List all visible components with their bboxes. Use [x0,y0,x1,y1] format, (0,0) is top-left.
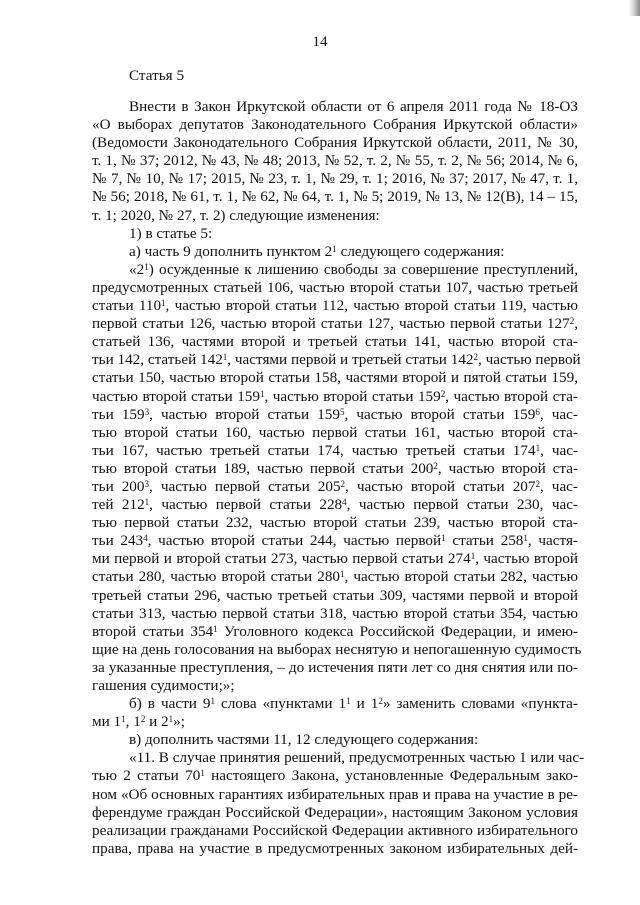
body-line: права, права на участие в предусмотренных законом избирательных дей- [92,839,578,857]
body-line: ми $1^1$, $1^2$ и $2^1$»; [92,713,185,731]
body-line: ми первой и второй статьи 273, частью первой статьи $274^1$, частью второй [92,550,578,568]
body-line: а) часть 9 дополнить пунктом $2^1$ следующего содержания: [129,242,505,260]
body-line: 1) в статье 5: [129,224,213,242]
body-line: предусмотренных статьей 106, частью второй статьи 107, частью третьей [92,278,578,296]
body-line: ферендуме граждан Российской Федерации», настоящим Законом условия [92,803,578,821]
document-body [92,98,585,858]
body-line: Внести в Закон Иркутской области от 6 апреля 2011 года № 18-ОЗ [129,98,578,115]
body-line: гашения судимости;»; [92,677,235,694]
body-line: в) дополнить частями 11, 12 следующего содержания: [129,731,479,749]
body-line: б) в части $9^1$ слова «пунктами $1^1$ и $1^2$» заменить словами «пункта- [129,695,578,713]
body-line: статьи 313, частью первой статьи 318, частью второй статьи 354, частью [92,604,578,622]
body-line: «О выборах депутатов Законодательного Собрания Иркутской области» [92,116,578,134]
body-line: тьи 167, частью третьей статьи 174, частью третьей статьи $174^1$, час- [92,441,578,459]
body-line: тью 2 статьи $70^1$ настоящего Закона, установленные Федеральным зако- [92,767,579,785]
body-line: третьей статьи 296, частью третьей статьи 309, частями первой и второй [92,586,578,604]
body-line: № 56; 2018, № 61, т. 1, № 62, № 64, т. 1, № 5; 2019, № 13, № 12(В), 14 – 15, [92,188,578,206]
body-line: т. 1, № 37; 2012, № 43, № 48; 2013, № 52, т. 2, № 55, т. 2, № 56; 2014, № 6, [92,152,578,170]
body-line: (Ведомости Законодательного Собрания Иркутской области, 2011, № 30, [92,134,578,152]
body-line: статьи 150, частью второй статьи 158, частями второй и пятой статьи 159, [92,369,578,387]
page-corner-mark [629,0,640,16]
body-line: статьей 136, частями второй и третьей статьи 141, частью второй ста- [92,333,578,351]
body-line: первой статьи 126, частью второй статьи 127, частью первой статьи $127^2$, [92,315,578,333]
body-line: тьи 142, статьей $142^1$, частями первой и третьей статьи $142^2$, частью первой [92,351,581,369]
body-line: частью второй статьи $159^1$, частью второй статьи $159^2$, частью второй ста- [92,387,578,405]
body-line: «$2^1$) осужденные к лишению свободы за совершение преступлений, [129,260,578,278]
body-line: тьи $200^3$, частью первой статьи $205^2$, частью второй статьи $207^2$, час- [92,477,578,495]
body-line: реализации гражданами Российской Федерации активного избирательного [92,821,578,839]
body-line: тью второй статьи 189, частью первой статьи $200^2$, частью второй ста- [92,459,578,477]
body-line: тей $212^1$, частью первой статьи $228^4$, частью первой статьи 230, час- [92,496,578,514]
body-line: «11. В случае принятия решений, предусмотренных частью 1 или час- [129,749,585,767]
body-line: статьи $110^1$, частью второй статьи 112, частью второй статьи 119, частью [92,297,578,315]
body-line: № 7, № 10, № 17; 2015, № 23, т. 1, № 29, т. 1; 2016, № 37; 2017, № 47, т. 1, [92,170,578,188]
body-line: тьи $243^4$, частью второй статьи 244, частью первой$^1$ статьи $258^1$, частя- [92,532,578,550]
body-line: второй статьи $354^1$ Уголовного кодекса Российской Федерации, и имею- [92,622,578,640]
body-line: статьи 280, частью второй статьи $280^1$, частью второй статьи 282, частью [92,568,578,586]
body-line: тью второй статьи 160, частью первой статьи 161, частью второй ста- [92,423,578,441]
article-heading: Статья 5 [129,67,185,84]
body-line: ном «Об основных гарантиях избирательных прав и права на участие в ре- [92,785,578,803]
body-line: за указанные преступления, – до истечения пяти лет со дня снятия или по- [92,658,578,676]
body-line: т. 1; 2020, № 27, т. 2) следующие изменения: [92,206,380,224]
body-line: тьи $159^3$, частью второй статьи $159^5$, частью второй статьи $159^6$, час- [92,405,578,423]
page-number: 14 [312,34,328,50]
body-line: щие на день голосования на выборах неснятую и непогашенную судимость [92,640,582,658]
body-line: тью первой статьи 232, частью второй статьи 239, частью второй ста- [92,514,578,532]
